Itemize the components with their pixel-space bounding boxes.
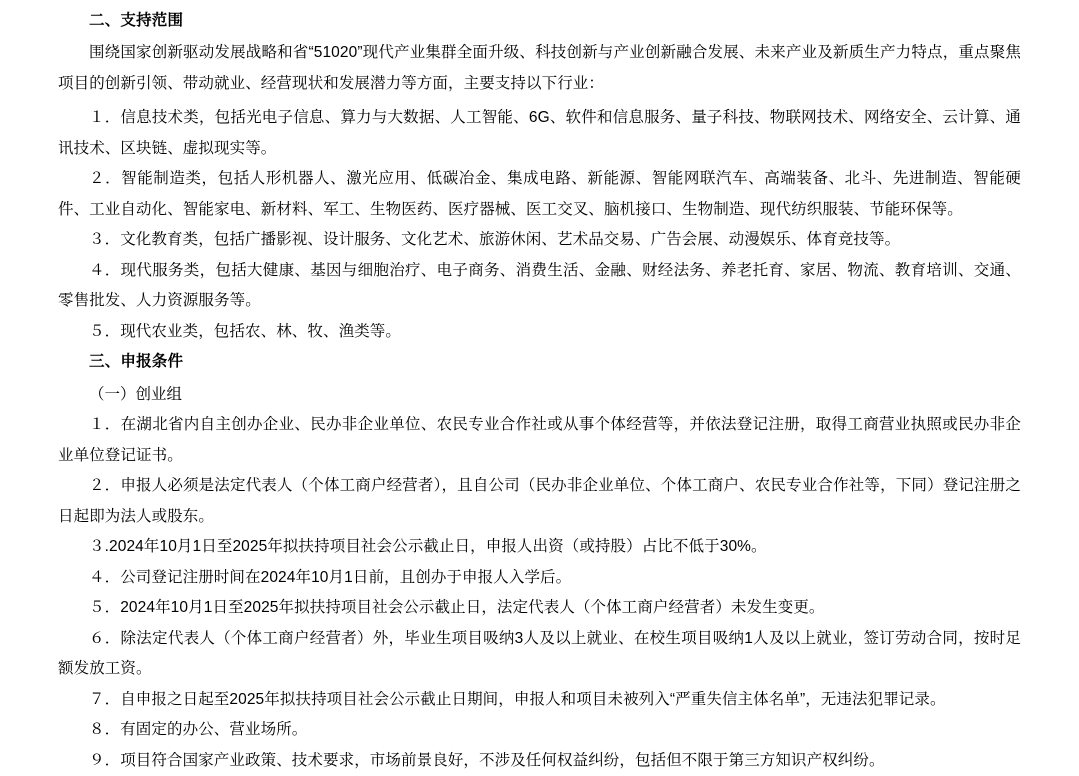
condition-item-4: ４．公司登记注册时间在2024年10月1日前，且创办于申报人入学后。 (58, 563, 1021, 594)
scope-item-1: １．信息技术类，包括光电子信息、算力与大数据、人工智能、6G、软件和信息服务、量子科技、物联网技术、网络安全、云计算、通讯技术、区块链、虚拟现实等。 (58, 103, 1021, 164)
scope-intro-paragraph: 围绕国家创新驱动发展战略和省“51020”现代产业集群全面升级、科技创新与产业创新融合发展、未来产业及新质生产力特点，重点聚焦项目的创新引领、带动就业、经营现状和发展潜力等方面，主要支持以下行业： (58, 38, 1021, 99)
subsection-heading-startup-group: （一）创业组 (58, 379, 1021, 410)
section-heading-scope: 二、支持范围 (58, 6, 1021, 36)
condition-item-6: ６．除法定代表人（个体工商户经营者）外，毕业生项目吸纳3人及以上就业、在校生项目吸纳1人及以上就业，签订劳动合同，按时足额发放工资。 (58, 624, 1021, 685)
condition-item-2: ２．申报人必须是法定代表人（个体工商户经营者），且自公司（民办非企业单位、个体工商户、农民专业合作社等，下同）登记注册之日起即为法人或股东。 (58, 471, 1021, 532)
scope-item-5: ５．现代农业类，包括农、林、牧、渔类等。 (58, 317, 1021, 348)
condition-item-1: １．在湖北省内自主创办企业、民办非企业单位、农民专业合作社或从事个体经营等，并依法登记注册，取得工商营业执照或民办非企业单位登记证书。 (58, 410, 1021, 471)
condition-item-3: ３.2024年10月1日至2025年拟扶持项目社会公示截止日，申报人出资（或持股）占比不低于30%。 (58, 532, 1021, 563)
scope-item-4: ４．现代服务类，包括大健康、基因与细胞治疗、电子商务、消费生活、金融、财经法务、养老托育、家居、物流、教育培训、交通、零售批发、人力资源服务等。 (58, 256, 1021, 317)
condition-item-5: ５．2024年10月1日至2025年拟扶持项目社会公示截止日，法定代表人（个体工商户经营者）未发生变更。 (58, 593, 1021, 624)
condition-item-7: ７．自申报之日起至2025年拟扶持项目社会公示截止日期间，申报人和项目未被列入“严重失信主体名单”，无违法犯罪记录。 (58, 685, 1021, 716)
section-heading-conditions: 三、申报条件 (58, 347, 1021, 377)
condition-item-9: ９．项目符合国家产业政策、技术要求，市场前景良好，不涉及任何权益纠纷，包括但不限于第三方知识产权纠纷。 (58, 746, 1021, 776)
scope-item-3: ３．文化教育类，包括广播影视、设计服务、文化艺术、旅游休闲、艺术品交易、广告会展、动漫娱乐、体育竞技等。 (58, 225, 1021, 256)
scope-item-2: ２．智能制造类，包括人形机器人、激光应用、低碳冶金、集成电路、新能源、智能网联汽车、高端装备、北斗、先进制造、智能硬件、工业自动化、智能家电、新材料、军工、生物医药、医疗器械、医工交叉、脑机接口、生物制造、现代纺织服装、节能环保等。 (58, 164, 1021, 225)
condition-item-8: ８．有固定的办公、营业场所。 (58, 715, 1021, 746)
